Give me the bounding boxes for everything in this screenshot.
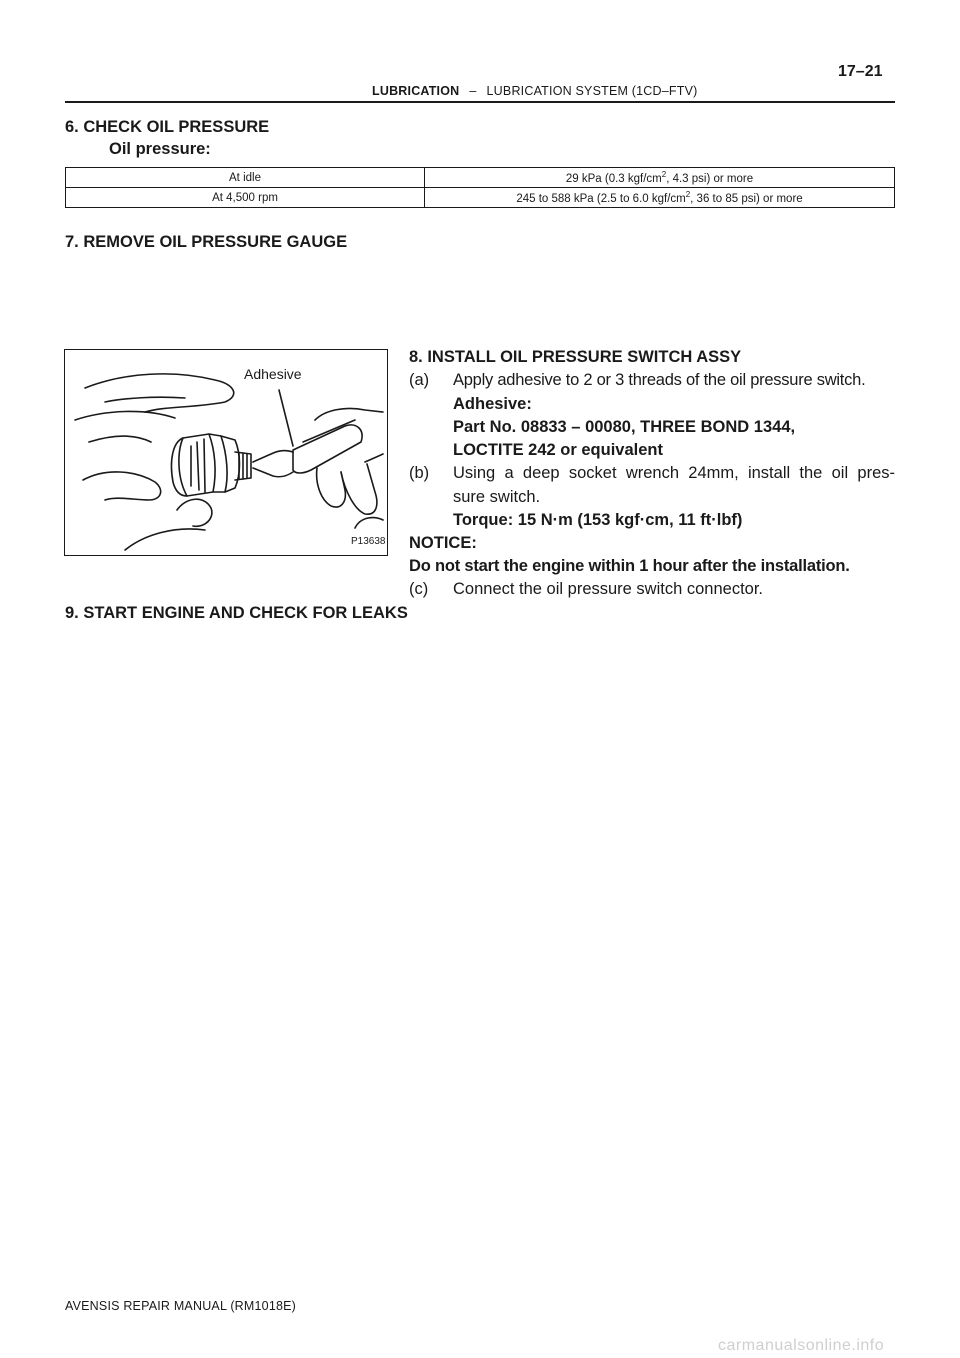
header-subsection: LUBRICATION SYSTEM (1CD–FTV): [486, 84, 698, 98]
watermark-brand: carmanualsonline.info: [718, 1337, 885, 1354]
table-row: [66, 188, 895, 208]
table-cell-value: 29 kPa (0.3 kgf/$cm^2$, 4.3 psi) or more: [425, 168, 895, 188]
substep-b-text-line-2: sure switch.: [453, 488, 541, 506]
hand-applying-adhesive-drawing: [65, 350, 387, 555]
manual-footer: AVENSIS REPAIR MANUAL (RM1018E): [65, 1299, 297, 1313]
substep-b-marker: (b): [409, 464, 430, 482]
step-9-title: 9. START ENGINE AND CHECK FOR LEAKS: [65, 604, 408, 622]
page-number: 17–21: [838, 63, 883, 80]
figure-id: P13638: [351, 536, 386, 547]
notice-text: Do not start the engine within 1 hour after the installation.: [409, 557, 850, 575]
header-rule: [65, 101, 895, 103]
step-7-title: 7. REMOVE OIL PRESSURE GAUGE: [65, 233, 348, 251]
adhesive-spec-line-2: LOCTITE 242 or equivalent: [453, 441, 663, 459]
oil-pressure-table: [65, 167, 895, 208]
running-header: [372, 84, 697, 98]
table-cell-condition: At 4,500 rpm: [66, 188, 425, 208]
substep-b-text-line-1: Using a deep socket wrench 24mm, install the oil pres-: [453, 464, 895, 482]
figure-label-adhesive: Adhesive: [244, 366, 302, 382]
table-cell-value: 245 to 588 kPa (2.5 to 6.0 kgf/$cm^2$, 36 to 85 psi) or more: [425, 188, 895, 208]
table-cell-condition: At idle: [66, 168, 425, 188]
header-section: LUBRICATION: [372, 84, 460, 98]
header-separator: –: [469, 84, 477, 98]
substep-a-text: Apply adhesive to 2 or 3 threads of the oil pressure switch.: [453, 371, 866, 389]
notice-label: NOTICE:: [409, 534, 477, 552]
table-row: [66, 168, 895, 188]
step-8-title: 8. INSTALL OIL PRESSURE SWITCH ASSY: [409, 348, 742, 366]
substep-a-marker: (a): [409, 371, 430, 389]
substep-c-marker: (c): [409, 580, 429, 598]
substep-c-text: Connect the oil pressure switch connector.: [453, 580, 763, 598]
oil-pressure-label: Oil pressure:: [109, 140, 211, 158]
torque-spec: Torque: 15 N·m (153 kgf·cm, 11 ft·lbf): [453, 511, 743, 529]
adhesive-illustration: [64, 349, 388, 556]
adhesive-spec-label: Adhesive:: [453, 395, 532, 413]
adhesive-spec-line-1: Part No. 08833 – 00080, THREE BOND 1344,: [453, 418, 796, 436]
step-6-title: 6. CHECK OIL PRESSURE: [65, 118, 270, 136]
